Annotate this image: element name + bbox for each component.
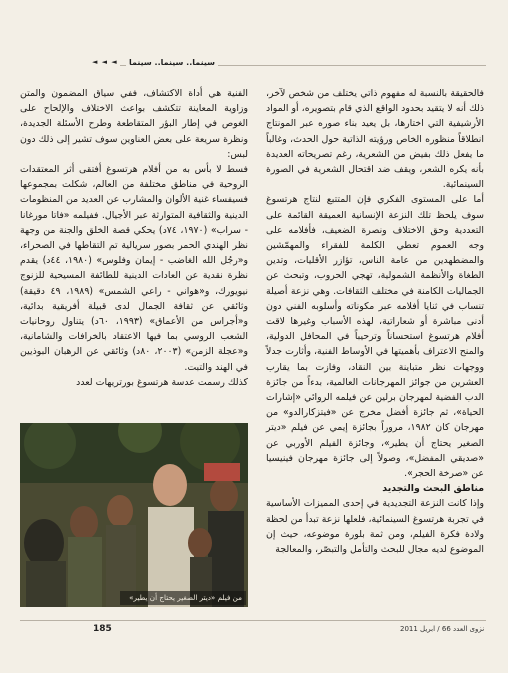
film-still-illustration — [20, 423, 248, 607]
section-subheading: مناطق البحث والتجديد — [382, 483, 484, 495]
paragraph: فسط لا بأس به من أفلام هرتسوغ أفتقى أثر المعتقدات الروحية في مناطق مختلفة من العالم، شكلت بمجموعها فسيفساء غنية الألوان والمشارب عن العديد من المنظومات الدينية والثقافية المتوارثة عبر الأجيال. ففيلمه «فاتا مورغانا - سراب» (١٩٧٠، ٧٤د) يحكي قصة الخلق والجنة من وجهة نظر الهندي الحمر بصور سريالية تم التقاطها في الصحراء، و«رجُل الله الغاضب - إيمان وفلوس» (١٩٨٠، ٤٤د) يقدم نظرة نقدية عن العادات الدينية للطائفة المسيحية للزنوج نيويورك، و«هواني - راعي الشمس» (١٩٨٩، ٤٩ دقيقة) وثائقي عن ثقافة الجمال لدى قبيلة أفريقية بدائية، و«أجراس من الأعماق» (١٩٩٣، ٦٠د) يتناول روحانيات الشعب الروسي بما فيها الاعتقاد بالخرافات والشامانية، و«عجلة الزمن» (٢٠٠٣، ٨٠د) وثائقي عن الرهبان البوذيين في الهند والتبت. — [20, 164, 249, 373]
film-still-photo — [20, 423, 248, 607]
header-arrows-icon: ◄ ◄ ◄ — [92, 58, 118, 66]
section-title: سينما.. سينما.. سينما — [126, 58, 218, 67]
page-number: 185 — [93, 624, 112, 634]
footer-rule — [20, 620, 486, 621]
paragraph: الفنية هي أداة الاكتشاف، ففي سياق المضمون والمتن وزاوية المعاينة تتكشف بواعث الاختلاف والإلحاح على الغوص في إطار البؤر المتقاطعة وطرح الأسئلة الجديدة، ونظرة سريعة على بعض العناوين سوف تشير إلى ذلك دون لبس: — [20, 88, 248, 160]
issue-label: نزوى العدد 66 / ابريل 2011 — [400, 625, 485, 633]
running-header — [0, 58, 508, 74]
paragraph: وإذا كانت النزعة التجديدية في إحدى المميزات الأساسية في تجربة هرتسوغ السينمائية، فلعلها نزعة تبدأ من لحظة ولادة فكرة الفيلم، ومن ثمة بلورة موضوعه، حيث إن الموضوع لديه مجال للبحث والتأمل والتبصّر، والمعالجة — [266, 498, 484, 556]
paragraph: فالحقيقة بالنسبة له مفهوم ذاتي يختلف من شخص لآخر، ذلك أنه لا يتقيد بحدود الواقع الذي قام بتصويره، أو المواد الأرشيفية التي اختارها، بل يعيد بناء صوره عبر المونتاج انطلاقاً منظوره الخاص ورؤيته الذاتية حول الحدث، وغالباً ما يفعل ذلك بفيض من الشعرية، رغم تصريحاته العديدة بأنه يكره الشعر، ويقف ضد اقتحال الشعرية في الصورة السينمائية. — [266, 88, 484, 191]
photo-caption: من فيلم «ديتر الصغير يحتاج أن يطير» — [120, 591, 246, 605]
left-column-top — [20, 86, 248, 390]
right-column — [266, 86, 484, 557]
paragraph: كذلك رسمت عدسة هرتسوغ بورتريهات لعدد — [76, 376, 248, 388]
paragraph: أما على المستوى الفكري فإن المتتبع لنتاج هرتسوغ سوف يلحظ تلك النزعة الإنسانية العميقة القائمة على التعددية وحق الاختلاف ونصرة الضعيف، فأفلامه على وجه العموم تعطي الكلمة للفقراء والمهمّشين والمضطهدين من عامة الناس، تؤازر الأقليات، وتدين الطغاة والأنظمة الشمولية، تهجي الحروب، وتبحث عن الجماليات الكامنة في مختلف الثقافات. وهي نزعة أصيلة تنساب في ثنايا أفلامه عبر مكوناته وأسلوبه الفني دون أدنى مباشرة أو شعاراتية، لهذه الأسباب وغيرها لاقت أفلام هرتسوغ استحساناً وترحيباً في المحافل الدولية، والمنح الاعتراف بأهميتها في الأوساط الفنية، وأثارت جدلاً ووجهات نظر متباينة بين النقاد، وفازت بما يقارب العشرين من جوائز المهرجانات العالمية، بدءاً من جائزة الدب الفضية لمهرجان برلين عن فيلمه الروائي «إشارات الحياة»، ثم جائزة أفضل مخرج عن «فيتزكارالدو» من مهرجان كان ١٩٨٢، مروراً بجائزة إيمي عن فيلم «ديتر الصغير يحتاج أن يطير»، وجائزة الفيلم الأوربي عن «صديقي المفضل»، وصولاً إلى جائزة مهرجان فينيسيا عن «صرخة الحجر». — [266, 194, 484, 480]
